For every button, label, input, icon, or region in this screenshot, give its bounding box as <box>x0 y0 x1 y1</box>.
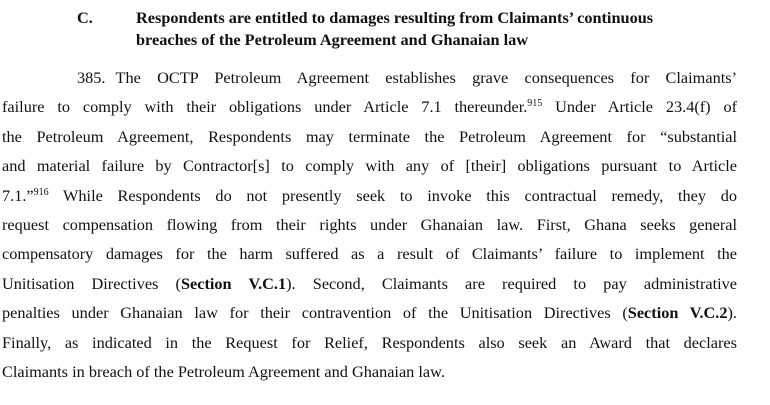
paragraph-385 <box>2 63 737 386</box>
section-ref-v-c-2[interactable]: Section V.C.2 <box>627 303 728 323</box>
section-title-line-1: Respondents are entitled to damages resulting from Claimants’ continuous <box>136 8 654 27</box>
paragraph-line-11: Claimants in breach of the Petroleum Agreement and Ghanaian law. <box>2 361 445 381</box>
section-title-line-2: breaches of the Petroleum Agreement and Ghanaian law <box>136 30 529 49</box>
paragraph-line-10: Finally, as indicated in the Request for Relief, Respondents also seek an Award that declares <box>2 332 737 352</box>
paragraph-line-5: 7.1.”$^{916}$ While Respondents do not presently seek to invoke this contractual remedy, they do <box>2 185 737 205</box>
section-ref-v-c-1[interactable]: Section V.C.1 <box>180 273 287 293</box>
section-title <box>136 7 756 51</box>
footnote-ref-915[interactable]: 915 <box>527 98 543 110</box>
footnote-ref-916[interactable]: 916 <box>33 186 49 198</box>
paragraph-line-4: and material failure by Contractor[s] to comply with any of [their] obligations pursuant to Article <box>2 156 737 176</box>
paragraph-line-6: request compensation flowing from their rights under Ghanaian law. First, Ghana seeks general <box>2 214 737 234</box>
paragraph-number: 385. <box>77 68 106 87</box>
paragraph-line-3: the Petroleum Agreement, Respondents may terminate the Petroleum Agreement for “substantial <box>2 126 737 146</box>
paragraph-line-1: 385. The OCTP Petroleum Agreement establishes grave consequences for Claimants’ <box>77 68 737 87</box>
paragraph-line-7: compensatory damages for the harm suffered as a result of Claimants’ failure to implement the <box>2 244 737 264</box>
section-letter: C. <box>77 8 93 27</box>
paragraph-line-2: failure to comply with their obligations under Article 7.1 thereunder.$^{915}$ Under Article 23.4(f) of <box>2 97 738 117</box>
paragraph-line-8: Unitisation Directives (Section V.C.1). Second, Claimants are required to pay administrative <box>2 273 738 293</box>
paragraph-line-9: penalties under Ghanaian law for their contravention of the Unitisation Directives (Section V.C.2). <box>2 303 737 323</box>
